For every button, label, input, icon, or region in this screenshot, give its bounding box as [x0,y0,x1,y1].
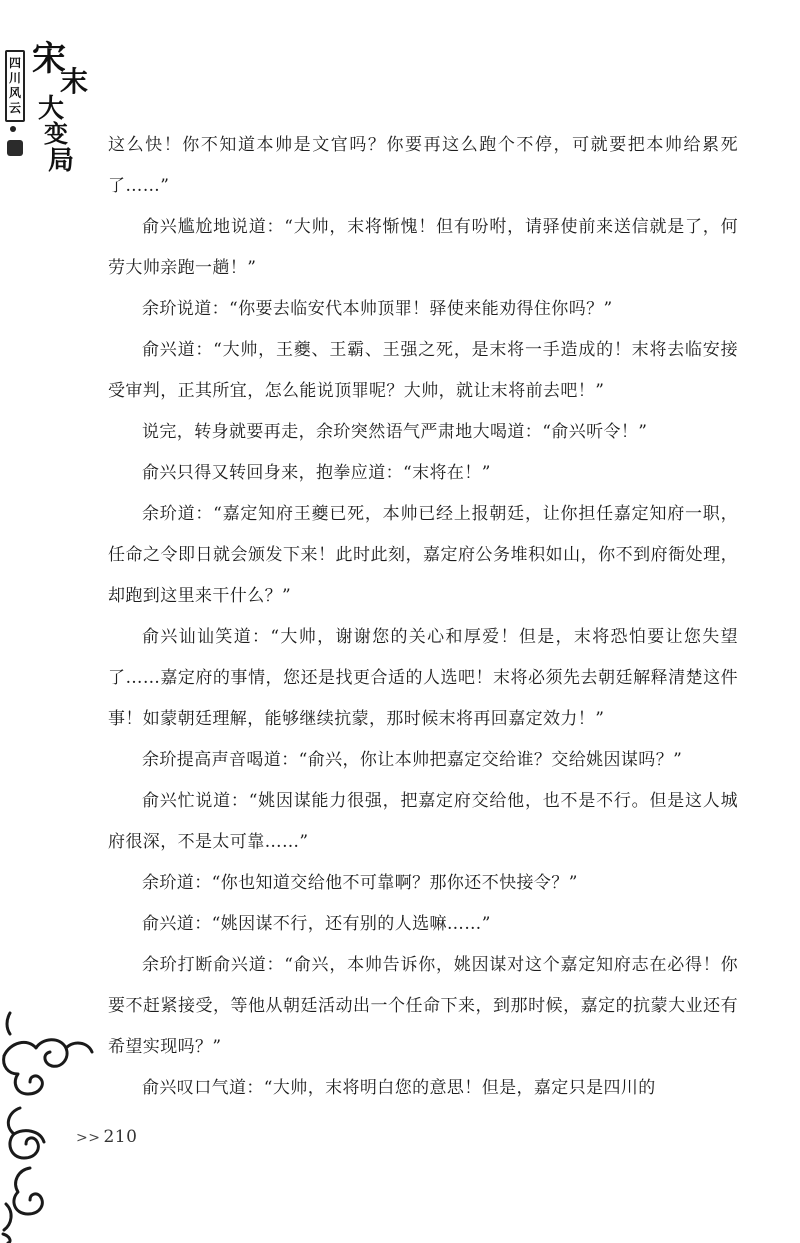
book-title [32,39,92,182]
book-title-char: 末 [60,65,89,98]
seal-icon [7,140,23,156]
book-title-char: 变 [44,119,68,148]
book-title-char: 局 [48,146,75,176]
separator-dot [10,126,16,132]
paragraph: 俞兴道：“大帅，王夔、王霸、王强之死，是末将一手造成的！末将去临安接受审判，正其所宜，怎么能说顶罪呢？大帅，就让末将前去吧！” [108,340,738,401]
paragraph: 俞兴讪讪笑道：“大帅，谢谢您的关心和厚爱！但是，末将恐怕要让您失望了……嘉定府的事情，您还是找更合适的人选吧！末将必须先去朝廷解释清楚这件事！如蒙朝廷理解，能够继续抗蒙，那时候末将再回嘉定效力！” [108,627,738,729]
page-number [76,1127,137,1147]
paragraph: 俞兴尴尬地说道：“大帅，末将惭愧！但有吩咐，请驿使前来送信就是了，何劳大帅亲跑一趟！” [108,217,738,278]
page-arrows-icon: >> [76,1130,101,1146]
book-title-char: 大 [38,94,65,124]
paragraph: 俞兴叹口气道：“大帅，末将明白您的意思！但是，嘉定只是四川的 [142,1078,656,1098]
page-number-value: 210 [103,1127,138,1147]
series-char: 四 [8,56,21,70]
paragraph: 俞兴道：“姚因谋不行，还有别的人选嘛……” [142,914,491,934]
page-body [108,125,738,1109]
paragraph: 余玠道：“你也知道交给他不可靠啊？那你还不快接令？” [142,873,578,893]
paragraph: 余玠道：“嘉定知府王夔已死，本帅已经上报朝廷，让你担任嘉定知府一职，任命之令即日就会颁发下来！此时此刻，嘉定府公务堆积如山，你不到府衙处理，却跑到这里来干什么？” [108,504,738,606]
paragraph: 俞兴忙说道：“姚因谋能力很强，把嘉定府交给他，也不是不行。但是这人城府很深，不是太可靠……” [108,791,738,852]
series-char: 风 [8,86,21,100]
cloud-ornament-icon [0,1008,140,1243]
paragraph: 余玠提高声音喝道：“俞兴，你让本帅把嘉定交给谁？交给姚因谋吗？” [142,750,683,770]
paragraph: 这么快！你不知道本帅是文官吗？你要再这么跑个不停，可就要把本帅给累死了……” [108,135,738,196]
paragraph: 余玠打断俞兴道：“俞兴，本帅告诉你，姚因谋对这个嘉定知府志在必得！你要不赶紧接受，等他从朝廷活动出一个任命下来，到那时候，嘉定的抗蒙大业还有希望实现吗？” [108,955,738,1057]
series-char: 云 [8,101,21,115]
paragraph: 俞兴只得又转回身来，抱拳应道：“末将在！” [142,463,491,483]
series-char: 川 [8,71,21,85]
book-title-char: 宋 [32,39,66,79]
series-badge [5,50,25,122]
paragraph: 余玠说道：“你要去临安代本帅顶罪！驿使来能劝得住你吗？” [142,299,613,319]
paragraph: 说完，转身就要再走，余玠突然语气严肃地大喝道：“俞兴听令！” [142,422,648,442]
